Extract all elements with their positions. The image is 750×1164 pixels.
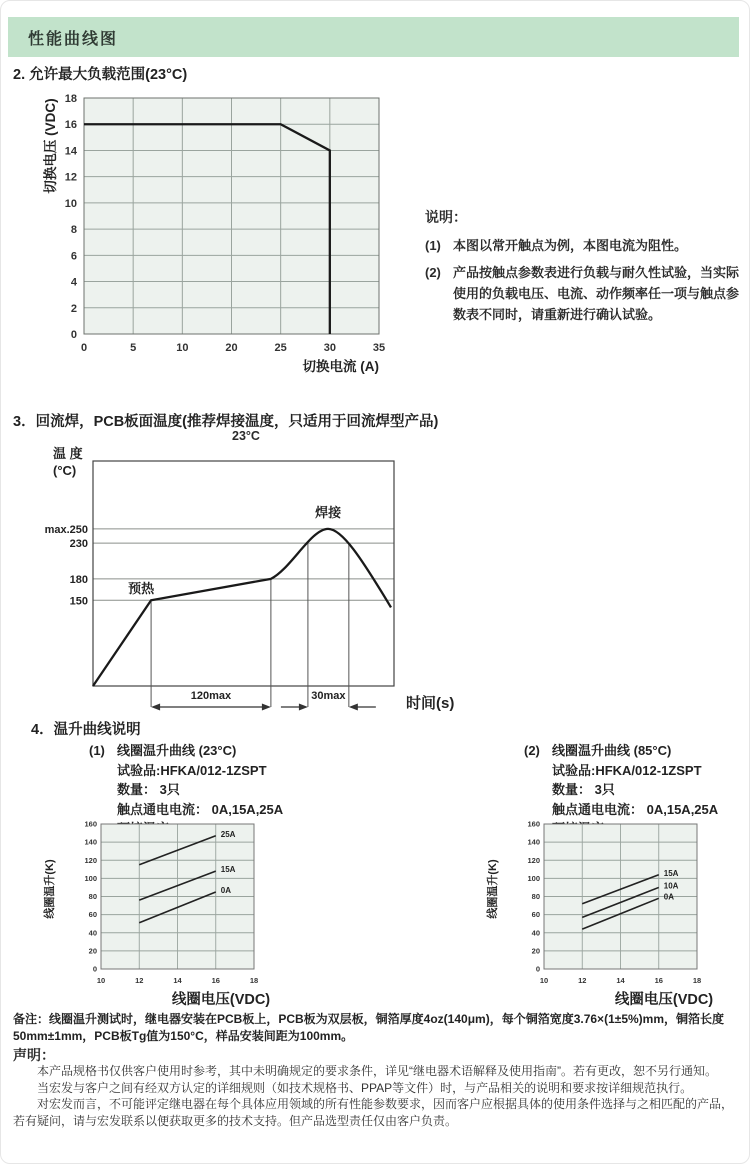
svg-text:15A: 15A xyxy=(663,868,679,878)
test-conditions-heading xyxy=(89,741,419,761)
notes-title: 说明： xyxy=(425,209,467,225)
svg-text:230: 230 xyxy=(69,538,88,551)
svg-text:40: 40 xyxy=(531,928,540,938)
svg-text:12: 12 xyxy=(135,976,144,985)
note-item xyxy=(425,262,747,325)
svg-text:预热: 预热 xyxy=(128,581,155,596)
notes-block xyxy=(425,207,747,331)
note-text: 产品按触点参数表进行负载与耐久性试验，当实际使用的负载电压、电流、动作频率任一项与触点参数表不同时，请重新进行确认试验。 xyxy=(453,265,740,322)
statement-paragraph: 对宏发而言，不可能评定继电器在每个具体应用领域的所有性能参数要求，因而客户应根据具体的使用条件选择与之相匹配的产品，若有疑问，请与宏发联系以便获取更多的技术支持。但产品选型责任仅由客户负责。 xyxy=(13,1097,734,1128)
svg-text:0: 0 xyxy=(80,342,88,354)
svg-text:160: 160 xyxy=(84,819,97,829)
reflow-y-axis-label-unit: (°C) xyxy=(53,463,77,478)
svg-text:10A: 10A xyxy=(663,881,679,891)
condition-line: 触点通电电流： 0A,15A,25A xyxy=(117,801,284,817)
condition-line: 试验品:HFKA/012-1ZSPT xyxy=(117,762,267,778)
statement-paragraph: 当宏发与客户之间有经双方认定的详细规则（如技术规格书、PPAP等文件）时，与产品相关的说明和要求按详细规范执行。 xyxy=(37,1080,693,1095)
svg-text:180: 180 xyxy=(69,573,88,586)
svg-text:8: 8 xyxy=(70,224,77,237)
max-load-range-chart xyxy=(21,89,421,381)
rise-85c-x-axis-label: 线圈电压(VDC) xyxy=(614,992,714,1008)
svg-text:30max: 30max xyxy=(311,690,346,702)
svg-text:2: 2 xyxy=(70,302,77,315)
svg-text:120: 120 xyxy=(84,855,97,865)
svg-text:14: 14 xyxy=(173,976,182,985)
rise-23c-x-axis-label: 线圈电压(VDC) xyxy=(171,992,271,1008)
svg-text:25A: 25A xyxy=(220,829,236,839)
svg-text:时间(s): 时间(s) xyxy=(406,695,455,712)
svg-text:max.250: max.250 xyxy=(44,523,88,536)
svg-text:35: 35 xyxy=(372,342,386,354)
svg-text:14: 14 xyxy=(616,976,625,985)
svg-text:20: 20 xyxy=(88,946,97,956)
svg-text:焊接: 焊接 xyxy=(315,504,342,520)
block-marker: (1) xyxy=(89,743,105,758)
test-conditions-heading xyxy=(524,741,750,761)
svg-text:16: 16 xyxy=(64,119,77,132)
svg-text:100: 100 xyxy=(84,873,97,883)
svg-text:140: 140 xyxy=(84,837,97,847)
reflow-temperature-profile-chart xyxy=(41,441,471,721)
svg-text:10: 10 xyxy=(64,197,77,210)
svg-text:120: 120 xyxy=(527,855,540,865)
svg-text:10: 10 xyxy=(96,976,106,985)
condition-line: 触点通电电流： 0A,15A,25A xyxy=(552,801,719,817)
note-text: 本图以常开触点为例，本图电流为阻性。 xyxy=(453,238,688,253)
statement-paragraph: 本产品规格书仅供客户使用时参考，其中未明确规定的要求条件，详见“继电器术语解释及使用指南”。若有更改，恕不另行通知。 xyxy=(37,1064,717,1078)
svg-text:20: 20 xyxy=(225,342,238,354)
svg-text:18: 18 xyxy=(692,976,702,985)
svg-text:18: 18 xyxy=(249,976,259,985)
svg-text:16: 16 xyxy=(211,976,220,985)
svg-text:12: 12 xyxy=(64,171,77,184)
svg-text:12: 12 xyxy=(578,976,587,985)
svg-text:0: 0 xyxy=(535,964,540,974)
statement-title: 声明： xyxy=(13,1047,55,1063)
svg-text:120max: 120max xyxy=(190,690,232,702)
svg-text:0: 0 xyxy=(92,964,97,974)
coil-temp-rise-23c-chart xyxy=(41,817,286,989)
svg-text:25: 25 xyxy=(274,342,287,354)
block-heading: 线圈温升曲线 (85°C) xyxy=(552,743,672,758)
svg-text:150: 150 xyxy=(69,595,88,608)
svg-text:20: 20 xyxy=(531,946,540,956)
svg-text:0A: 0A xyxy=(663,892,674,902)
section-4-title: 4．温升曲线说明 xyxy=(31,722,141,738)
svg-text:100: 100 xyxy=(527,873,540,883)
reflow-y-axis-label-top: 温 度 xyxy=(53,446,83,461)
svg-text:10: 10 xyxy=(539,976,549,985)
remark-paragraph: 备注：线圈温升测试时，继电器安装在PCB板上，PCB板为双层板，铜箔厚度4oz(140μm)，每个铜箔宽度3.76×(1±5%)mm，铜箔长度50mm±1mm，PCB板Tg值为150°C，样品安装间距为100mm。 xyxy=(13,1012,725,1043)
section-3-title: 3．回流焊，PCB板面温度(推荐焊接温度，只适用于回流焊型产品) xyxy=(13,414,439,430)
note-marker: (1) xyxy=(425,238,441,253)
section-header-bar xyxy=(8,17,739,57)
block-heading: 线圈温升曲线 (23°C) xyxy=(117,743,237,758)
svg-text:16: 16 xyxy=(654,976,663,985)
svg-text:140: 140 xyxy=(527,837,540,847)
svg-text:60: 60 xyxy=(88,910,97,920)
reflow-ambient-label: 23°C xyxy=(232,429,260,443)
statement-block xyxy=(13,1063,741,1129)
svg-text:线圈温升(K): 线圈温升(K) xyxy=(487,859,499,919)
svg-text:15A: 15A xyxy=(220,865,236,875)
svg-text:线圈温升(K): 线圈温升(K) xyxy=(44,859,56,919)
section-2-title: 2. 允许最大负载范围(23°C) xyxy=(13,67,188,83)
svg-text:80: 80 xyxy=(531,892,540,901)
block-marker: (2) xyxy=(524,743,540,758)
svg-text:160: 160 xyxy=(527,819,540,829)
svg-text:10: 10 xyxy=(176,342,189,354)
svg-text:0A: 0A xyxy=(220,885,231,895)
svg-text:6: 6 xyxy=(70,250,77,263)
svg-text:30: 30 xyxy=(323,342,336,354)
coil-temp-rise-85c-chart xyxy=(484,817,729,989)
svg-text:切换电压 (VDC): 切换电压 (VDC) xyxy=(43,98,58,194)
condition-line: 数量： 3只 xyxy=(117,782,180,797)
note-marker: (2) xyxy=(425,265,441,280)
svg-text:切换电流 (A): 切换电流 (A) xyxy=(302,359,379,374)
svg-text:80: 80 xyxy=(88,892,97,901)
svg-text:60: 60 xyxy=(531,910,540,920)
page-title: 性能曲线图 xyxy=(28,30,119,48)
svg-text:18: 18 xyxy=(64,93,77,105)
svg-text:4: 4 xyxy=(70,276,77,289)
condition-line: 试验品:HFKA/012-1ZSPT xyxy=(552,762,702,778)
svg-text:0: 0 xyxy=(70,329,77,341)
note-item xyxy=(425,235,747,256)
svg-text:5: 5 xyxy=(130,342,137,354)
svg-text:40: 40 xyxy=(88,928,97,938)
svg-text:14: 14 xyxy=(64,145,77,158)
condition-line: 数量： 3只 xyxy=(552,782,615,797)
